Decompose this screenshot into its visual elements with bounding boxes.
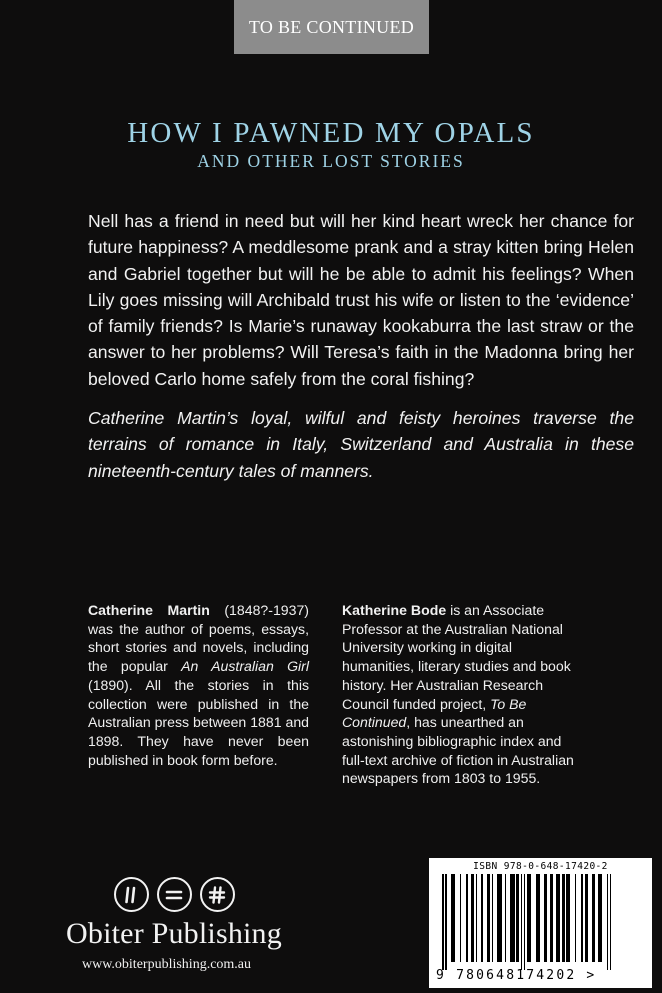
author-bio-text-1: was the author of poems, essays, short stories and novels, including the popular <box>88 620 309 675</box>
barcode-bar <box>610 874 612 970</box>
author-bio <box>88 601 309 769</box>
editor-bio-text-1: is an Associate Professor at the Australian National University working in digital humanities, literary studies and book history. Her Australian Research Council funded project, <box>342 602 571 712</box>
hash-icon <box>200 877 235 912</box>
author-bio-work: An Australian Girl <box>181 658 309 675</box>
barcode-digits <box>436 968 645 983</box>
blurb-text: Nell has a friend in need but will her kind heart wreck her chance for future happiness? A meddlesome prank and a stray kitten bring Helen and Gabriel together but will he be able to admit his feelings? When Lily goes missing will Archibald trust his wife or listen to the ‘evidence’ of family friends? Is Marie’s runaway kookaburra the last straw or the answer to her problems? Will Teresa’s faith in the Madonna bring her beloved Carlo home safely from the coral fishing? <box>88 211 634 389</box>
book-subtitle: AND OTHER LOST STORIES <box>197 151 465 171</box>
barcode-bars <box>442 874 645 970</box>
editor-bio-project: To Be Continued <box>342 695 527 731</box>
publisher-logo <box>64 877 284 951</box>
editor-name: Katherine Bode <box>342 602 447 618</box>
barcode-first-digit: 9 <box>436 968 447 983</box>
publisher-url: www.obiterpublishing.com.au <box>82 957 252 972</box>
publisher-logo-icons <box>64 877 284 912</box>
slash-quote-icon <box>114 877 149 912</box>
equals-icon <box>157 877 192 912</box>
series-label-text: TO BE CONTINUED <box>248 16 415 37</box>
blurb-tagline: Catherine Martin’s loyal, wilful and feisty heroines traverse the terrains of romance in Italy, Switzerland and Australia in these nineteenth-century tales of manners. <box>88 408 634 481</box>
editor-bio-text-2: , has unearthed an astonishing bibliographic index and full-text archive of fiction in Australian newspapers from 1803 to 1955. <box>342 714 574 787</box>
editor-bio <box>342 601 574 788</box>
barcode <box>429 858 652 988</box>
series-label <box>234 0 429 54</box>
barcode-number: 780648174202 <box>456 968 577 983</box>
book-title: HOW I PAWNED MY OPALS <box>127 117 535 149</box>
barcode-arrow: > <box>586 968 597 983</box>
author-name: Catherine Martin <box>88 602 210 618</box>
author-dates: (1848?-1937) <box>209 602 309 618</box>
publisher-name: Obiter Publishing <box>66 917 282 950</box>
isbn-label: ISBN 978-0-648-17420-2 <box>473 861 608 872</box>
author-bio-text-2: (1890). All the stories in this collection were published in the Australian press between 1881 and 1898. They have never been published in book form before. <box>88 676 309 768</box>
